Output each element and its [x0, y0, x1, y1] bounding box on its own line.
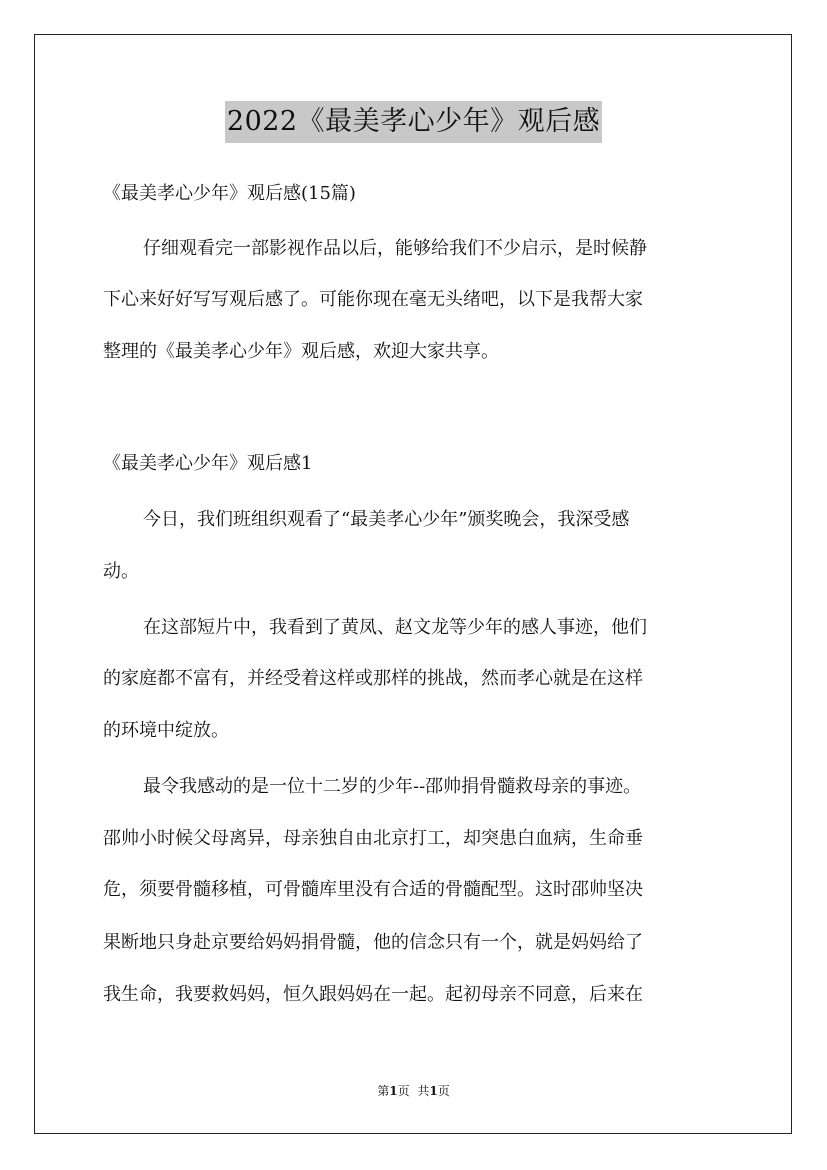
paragraph-line: 在这部短片中，我看到了黄凤、赵文龙等少年的感人事迹，他们: [143, 617, 647, 638]
paragraph-line: 动。: [103, 561, 139, 582]
paragraph-line: 果断地只身赴京要给妈妈捐骨髓，他的信念只有一个，就是妈妈给了: [103, 932, 643, 953]
intro-line: 仔细观看完一部影视作品以后，能够给我们不少启示，是时候静: [143, 238, 647, 259]
total-prefix: 共: [417, 1084, 430, 1098]
page-label-suffix: 页: [397, 1084, 410, 1098]
total-suffix: 页: [437, 1084, 450, 1098]
page-label-prefix: 第: [377, 1084, 390, 1098]
paragraph-line: 我生命，我要救妈妈，恒久跟妈妈在一起。起初母亲不同意，后来在: [103, 984, 643, 1005]
document-title: 2022《最美孝心少年》观后感: [225, 101, 602, 143]
paragraph-line: 危，须要骨髓移植，可骨髓库里没有合适的骨髓配型。这时邵帅坚决: [103, 879, 643, 900]
paragraph-line: 的环境中绽放。: [103, 720, 229, 741]
total-pages: 1: [429, 1084, 438, 1098]
paragraph-line: 的家庭都不富有，并经受着这样或那样的挑战，然而孝心就是在这样: [103, 668, 643, 689]
title-container: [0, 101, 827, 143]
intro-line: 整理的《最美孝心少年》观后感，欢迎大家共享。: [103, 341, 499, 362]
page-footer: [0, 1082, 827, 1100]
paragraph-line: 最令我感动的是一位十二岁的少年--邵帅捐骨髓救母亲的事迹。: [143, 776, 642, 797]
page-number: 1: [389, 1084, 398, 1098]
paragraph-line: 今日，我们班组织观看了“最美孝心少年”颁奖晚会，我深受感: [143, 509, 630, 530]
document-subtitle: 《最美孝心少年》观后感(15篇): [103, 183, 356, 204]
intro-line: 下心来好好写写观后感了。可能你现在毫无头绪吧，以下是我帮大家: [103, 289, 643, 310]
section-heading: 《最美孝心少年》观后感1: [103, 453, 313, 474]
paragraph-line: 邵帅小时候父母离异，母亲独自由北京打工，却突患白血病，生命垂: [103, 828, 643, 849]
